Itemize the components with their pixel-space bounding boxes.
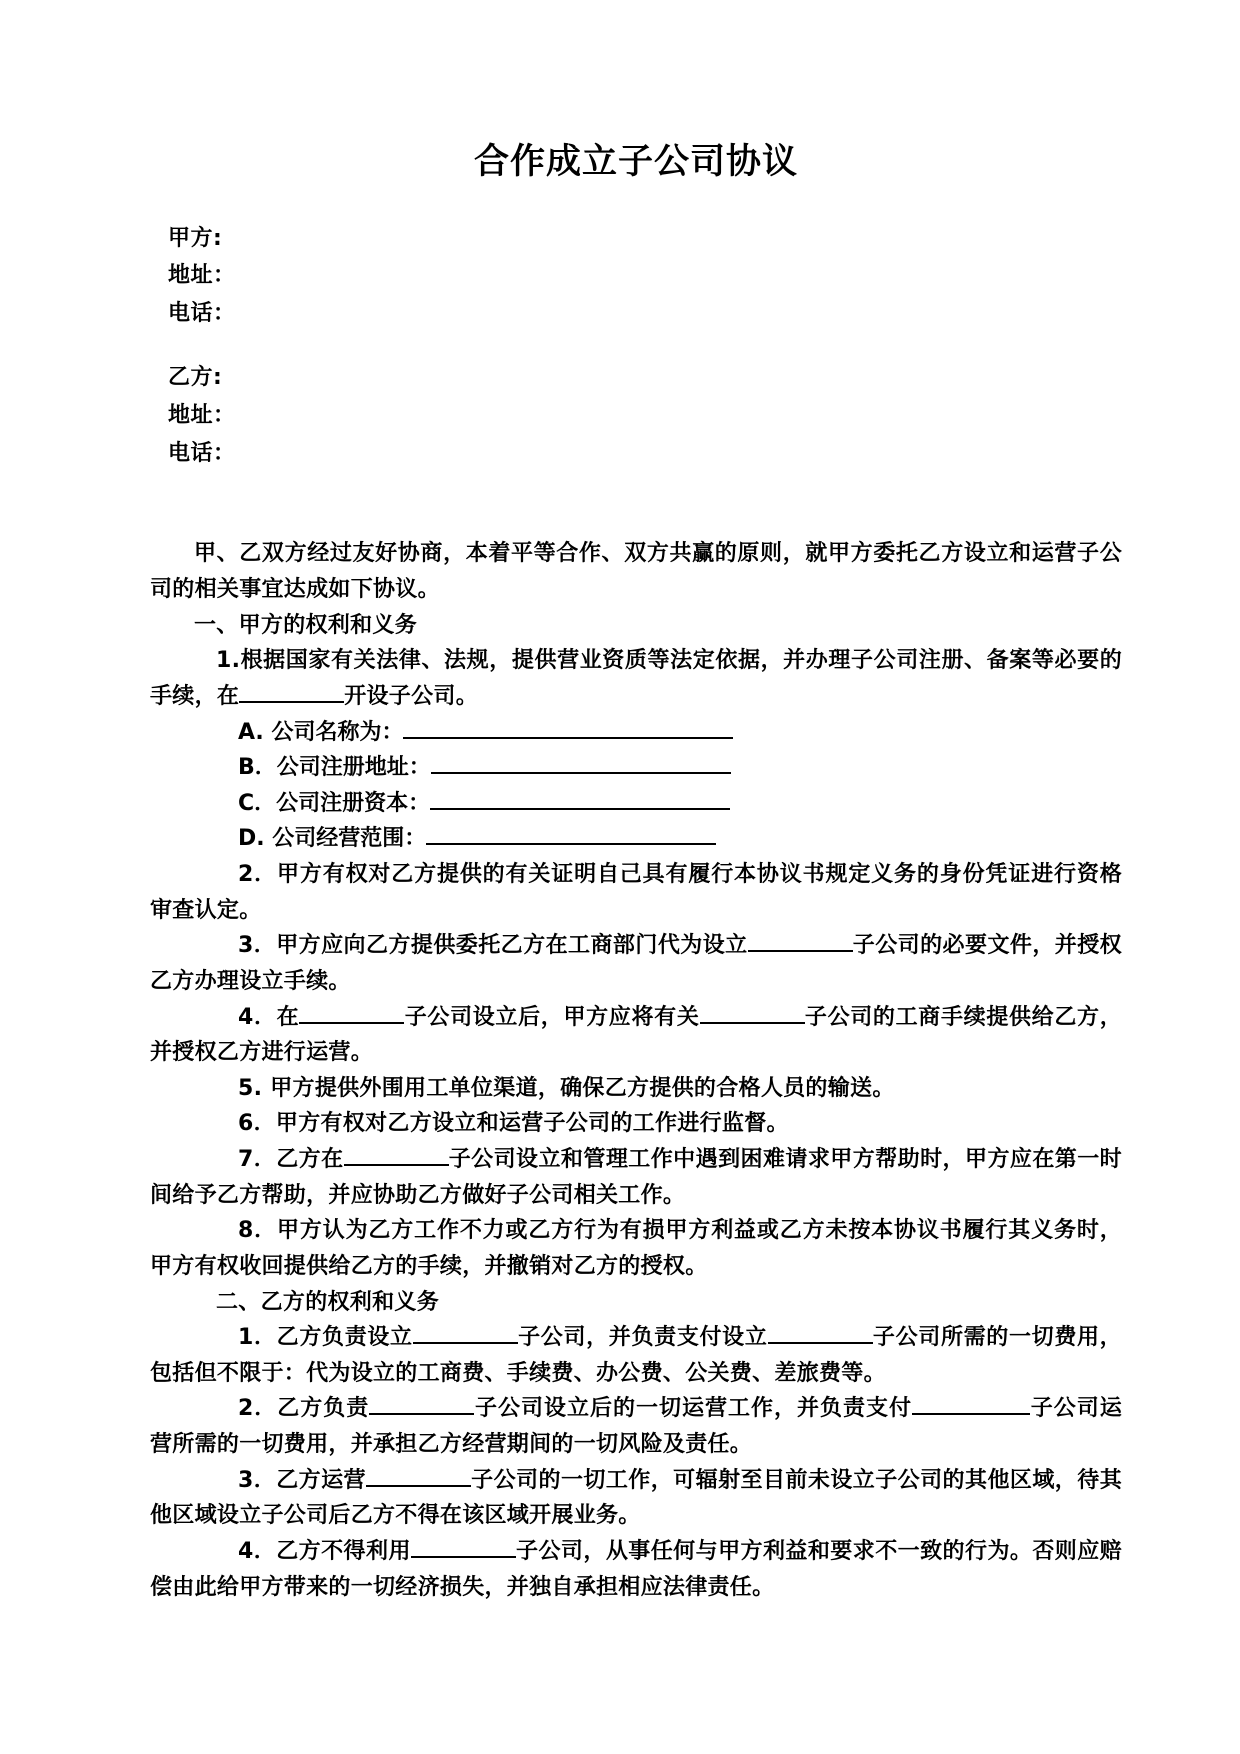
subclause-a-label: A. 公司名称为： (238, 719, 404, 745)
page-title: 合作成立子公司协议 (473, 142, 798, 182)
clause-b-4-prefix: 4．乙方不得利用 (238, 1538, 411, 1564)
clause-b-2-suffix: 子公司运营所需的一切费用，并承担乙方经营期间的一切风险及责任。 (150, 1396, 1123, 1458)
fill-blank[interactable] (366, 1464, 471, 1487)
fill-blank[interactable] (431, 751, 731, 774)
fill-blank[interactable] (411, 1535, 516, 1558)
clause-a-5: 5. 甲方提供外围用工单位渠道，确保乙方提供的合格人员的输送。 (238, 1075, 895, 1101)
fill-blank[interactable] (344, 1143, 449, 1166)
clause-a-3-prefix: 3．甲方应向乙方提供委托乙方在工商部门代为设立 (238, 933, 748, 959)
subclause-c (150, 786, 1122, 822)
clause-b-3-prefix: 3．乙方运营 (238, 1467, 366, 1493)
clause-a-4-mid: 子公司设立后，甲方应将有关 (404, 1004, 700, 1030)
clause-a-7-prefix: 7．乙方在 (238, 1147, 344, 1173)
fill-blank[interactable] (912, 1393, 1030, 1416)
clause-a-2: 2．甲方有权对乙方提供的有关证明自己具有履行本协议书规定义务的身份凭证进行资格审查认定。 (150, 862, 1122, 923)
clause-a-7 (150, 1142, 1122, 1213)
clause-a-7-suffix: 子公司设立和管理工作中遇到困难请求甲方帮助时，甲方应在第一时间给予乙方帮助，并应协助乙方做好子公司相关工作。 (150, 1147, 1122, 1208)
party-b-phone-label: 电话： (168, 440, 236, 466)
fill-blank[interactable] (299, 1001, 404, 1024)
party-a-block (168, 220, 1122, 333)
fill-blank[interactable] (369, 1393, 474, 1416)
party-b-address-label: 地址： (168, 402, 236, 428)
clause-b-4 (150, 1534, 1122, 1605)
clause-b-1-mid: 子公司，并负责支付设立 (517, 1325, 768, 1351)
clause-a-6: 6．甲方有权对乙方设立和运营子公司的工作进行监督。 (238, 1111, 789, 1137)
fill-blank[interactable] (426, 823, 716, 846)
clause-b-1-suffix: 子公司所需的一切费用，包括但不限于：代为设立的工商费、手续费、办公费、公关费、差旅费等。 (150, 1325, 1122, 1386)
clause-b-2-mid: 子公司设立后的一切运营工作，并负责支付 (474, 1396, 913, 1422)
clause-a-8: 8．甲方认为乙方工作不力或乙方行为有损甲方利益或乙方未按本协议书履行其义务时，甲方有权收回提供给乙方的手续，并撤销对乙方的授权。 (150, 1218, 1122, 1279)
clause-b-4-suffix: 子公司，从事任何与甲方利益和要求不一致的行为。否则应赔偿由此给甲方带来的一切经济损失，并独自承担相应法律责任。 (150, 1538, 1122, 1600)
party-b-block (168, 359, 1122, 472)
subclause-b (150, 750, 1122, 786)
party-a-phone-label: 电话： (168, 301, 236, 327)
clause-a-4-prefix: 4．在 (238, 1004, 300, 1030)
clause-b-1 (150, 1320, 1122, 1391)
clause-a-1-suffix: 开设子公司。 (344, 683, 479, 709)
section-spacer (150, 472, 1122, 536)
clause-a-1 (150, 643, 1122, 714)
clause-a-4-suffix: 子公司的工商手续提供给乙方，并授权乙方进行运营。 (150, 1004, 1123, 1066)
clause-b-3-suffix: 子公司的一切工作，可辐射至目前未设立子公司的其他区域，待其他区域设立子公司后乙方不得在该区域开展业务。 (150, 1467, 1123, 1529)
subclause-a (150, 715, 1122, 751)
subclause-d-label: D. 公司经营范围： (238, 826, 427, 852)
clause-a-1-prefix: 1.根据国家有关法律、法规，提供营业资质等法定依据，并办理子公司注册、备案等必要的手续，在 (150, 648, 1122, 709)
subclause-c-label: C．公司注册资本： (238, 790, 431, 816)
clause-b-2 (150, 1391, 1122, 1462)
section-heading-two: 二、乙方的权利和义务 (216, 1289, 440, 1315)
party-a-label: 甲方: (168, 225, 223, 251)
fill-blank[interactable] (413, 1321, 518, 1344)
party-a-address-label: 地址： (168, 263, 236, 289)
fill-blank[interactable] (239, 680, 344, 703)
fill-blank[interactable] (430, 787, 730, 810)
clause-b-2-prefix: 2．乙方负责 (238, 1396, 370, 1422)
fill-blank[interactable] (700, 1001, 805, 1024)
preamble-paragraph: 甲、乙双方经过友好协商，本着平等合作、双方共赢的原则，就甲方委托乙方设立和运营子公司的相关事宜达成如下协议。 (150, 541, 1122, 603)
fill-blank[interactable] (748, 929, 853, 952)
section-heading-one: 一、甲方的权利和义务 (194, 612, 418, 638)
clause-a-3-suffix: 子公司的必要文件，并授权乙方办理设立手续。 (150, 933, 1122, 994)
party-b-label: 乙方: (168, 364, 223, 390)
clause-a-4 (150, 1000, 1122, 1071)
fill-blank[interactable] (403, 716, 733, 739)
subclause-d (150, 821, 1122, 857)
subclause-b-label: B．公司注册地址： (238, 755, 431, 781)
clause-a-3 (150, 928, 1122, 999)
block-spacer (150, 333, 1122, 359)
clause-b-1-prefix: 1．乙方负责设立 (238, 1325, 413, 1351)
clause-b-3 (150, 1463, 1122, 1534)
fill-blank[interactable] (768, 1321, 873, 1344)
